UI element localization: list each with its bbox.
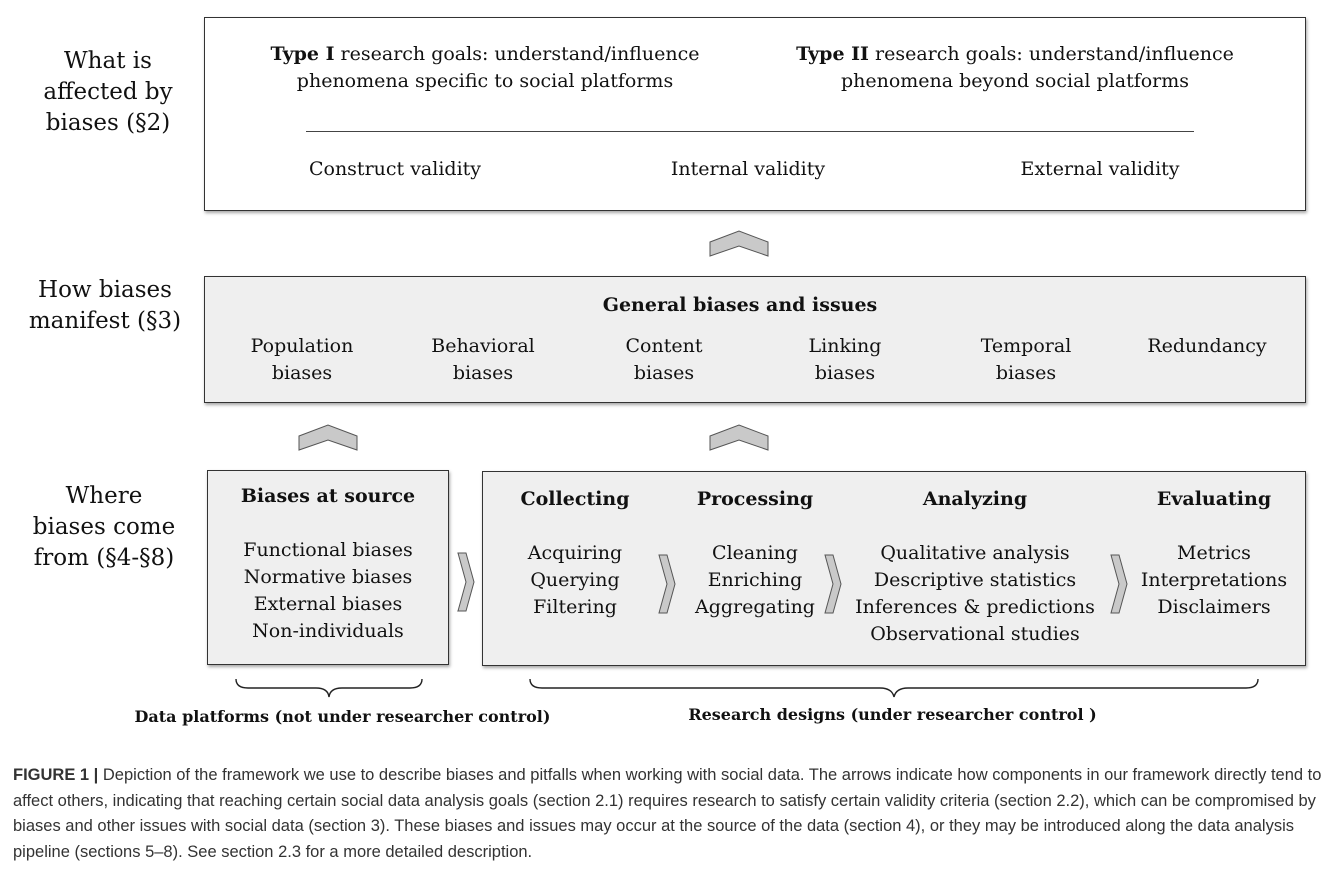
stage-analyzing: [845, 486, 1105, 648]
source-items: [208, 537, 448, 645]
validity-external: External validity: [1020, 158, 1180, 180]
bias-line: biases: [814, 362, 876, 384]
stage-collecting: [483, 486, 667, 621]
level-line: manifest (§3): [28, 308, 182, 334]
stage-processing: [670, 486, 840, 621]
bias-line: biases: [633, 362, 695, 384]
right-arrow-icon: [657, 554, 677, 614]
stage-title: Analyzing: [922, 488, 1028, 510]
stage-item: Inferences & predictions: [855, 596, 1095, 618]
data-platforms-label: Data platforms (not under researcher control): [134, 707, 551, 726]
bias-population: [222, 333, 382, 387]
type2-label: Type II: [796, 43, 869, 65]
right-arrow-icon: [823, 554, 843, 614]
bias-redundancy: [1127, 333, 1287, 360]
research-designs-label: Research designs (under researcher control ): [688, 705, 1097, 724]
bias-content: [584, 333, 744, 387]
bias-behavioral: [403, 333, 563, 387]
up-arrow-icon: [298, 423, 358, 453]
source-item: Functional biases: [243, 539, 413, 561]
source-item: Normative biases: [243, 566, 413, 588]
general-biases-title: General biases and issues: [602, 294, 878, 316]
stage-item: Enriching: [707, 569, 803, 591]
bias-line: Population: [250, 335, 354, 357]
bias-line: biases: [452, 362, 514, 384]
stage-item: Querying: [530, 569, 620, 591]
level-line: What is: [64, 48, 152, 74]
left-brace: [234, 677, 424, 699]
right-arrow-icon: [1109, 554, 1129, 614]
up-arrow-icon: [709, 229, 769, 259]
source-item: Non-individuals: [252, 620, 404, 642]
figure-caption: [13, 763, 1335, 865]
stage-item: Cleaning: [712, 542, 798, 564]
stage-item: Filtering: [533, 596, 617, 618]
up-arrow-icon: [709, 423, 769, 453]
level-label-affected: [18, 46, 198, 139]
caption-text: Depiction of the framework we use to describe biases and pitfalls when working with social data. The arrows indicate how components in our framework directly tend to affect others, indicating that reaching certain social data analysis goals (section 2.1) requires research to satisfy certain validity criteria (section 2.2), which can be compromised by biases and other issues with social data (section 3). These biases and issues may occur at the source of the data (section 4), or they may be introduced along the data analysis pipeline (sections 5–8). See section 2.3 for a more detailed description.: [13, 766, 1322, 861]
stage-title: Evaluating: [1156, 488, 1272, 510]
bias-line: Linking: [808, 335, 882, 357]
research-pipeline-box: [482, 471, 1306, 666]
stage-item: Interpretations: [1140, 569, 1288, 591]
level-line: affected by: [43, 79, 173, 105]
type2-goals: [775, 41, 1255, 95]
type1-label: Type I: [270, 43, 335, 65]
divider-line: [306, 131, 1194, 132]
level-label-come-from: [14, 481, 194, 574]
level-line: How biases: [38, 277, 172, 303]
stage-item: Descriptive statistics: [873, 569, 1077, 591]
type2-text-line2: phenomena beyond social platforms: [840, 70, 1190, 92]
biases-at-source-box: [207, 470, 449, 665]
goals-validity-box: [204, 17, 1306, 211]
validity-internal: Internal validity: [670, 158, 826, 180]
stage-item: Qualitative analysis: [880, 542, 1070, 564]
stage-title: Processing: [696, 488, 814, 510]
stage-item: Metrics: [1177, 542, 1251, 564]
source-item: External biases: [253, 593, 403, 615]
stage-title: Collecting: [520, 488, 630, 510]
bias-line: Content: [625, 335, 703, 357]
bias-line: Temporal: [980, 335, 1072, 357]
type1-text: research goals: understand/influence: [334, 43, 700, 65]
bias-line: biases: [271, 362, 333, 384]
general-biases-box: [204, 276, 1306, 403]
bias-line: Behavioral: [431, 335, 535, 357]
bias-linking: [765, 333, 925, 387]
right-arrow-icon: [456, 552, 476, 612]
stage-item: Observational studies: [870, 623, 1080, 645]
level-label-manifest: [15, 275, 195, 337]
level-line: biases (§2): [45, 110, 171, 136]
type1-text-line2: phenomena specific to social platforms: [296, 70, 674, 92]
stage-evaluating: [1131, 486, 1297, 621]
bias-line: biases: [995, 362, 1057, 384]
level-line: from (§4-§8): [33, 545, 175, 571]
level-line: Where: [65, 483, 143, 509]
source-title: Biases at source: [240, 485, 416, 507]
bias-temporal: [946, 333, 1106, 387]
validity-construct: Construct validity: [308, 158, 482, 180]
caption-label: FIGURE 1 |: [13, 766, 99, 784]
stage-item: Aggregating: [695, 596, 815, 618]
stage-item: Acquiring: [527, 542, 623, 564]
type2-text: research goals: understand/influence: [868, 43, 1234, 65]
type1-goals: [245, 41, 725, 95]
stage-item: Disclaimers: [1157, 596, 1271, 618]
right-brace: [528, 677, 1260, 699]
bias-line: Redundancy: [1147, 335, 1267, 357]
level-line: biases come: [32, 514, 176, 540]
